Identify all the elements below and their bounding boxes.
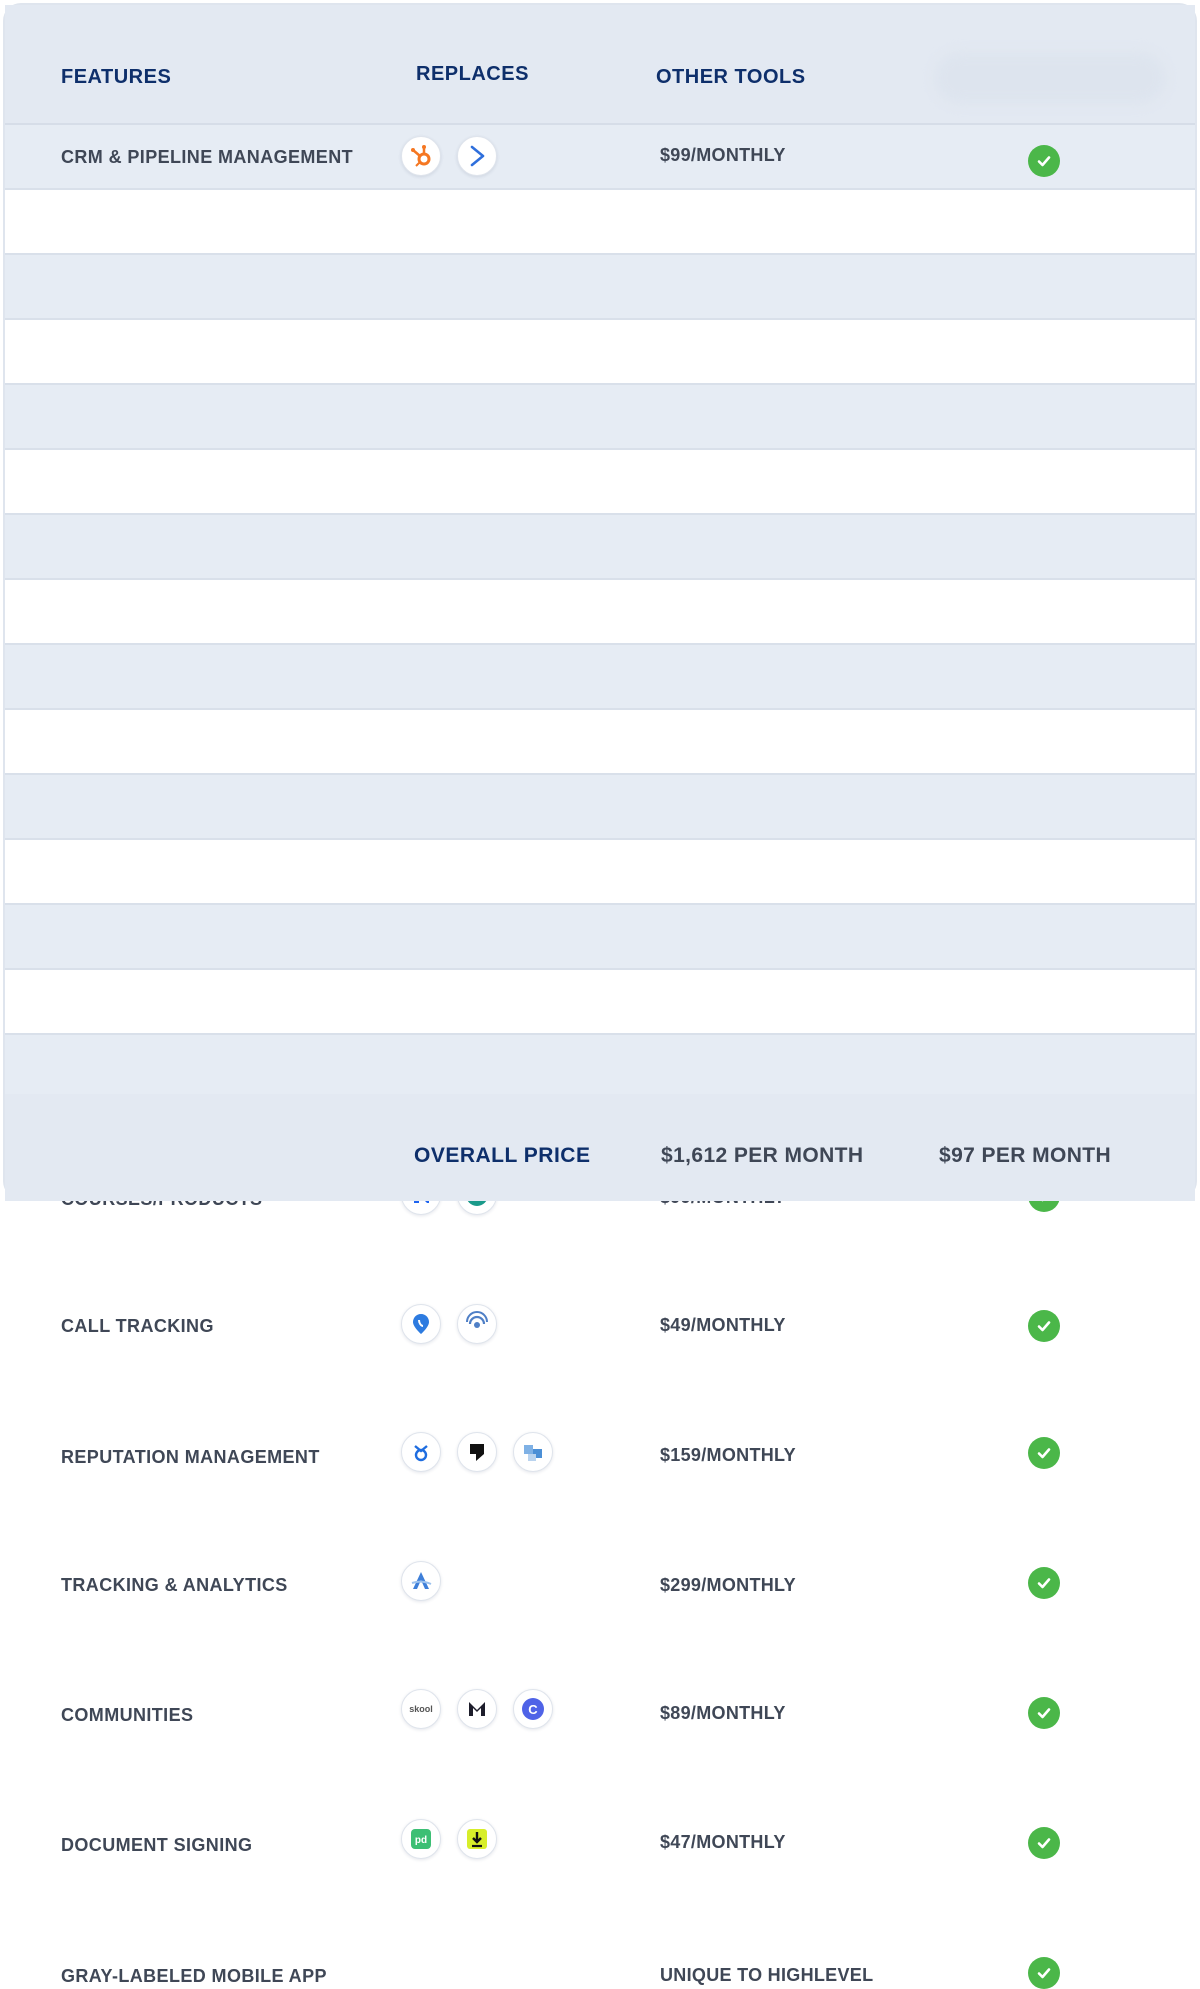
table-row — [5, 125, 1195, 190]
download-icon — [457, 1819, 497, 1859]
feature-label: GRAY-LABELED MOBILE APP — [61, 1966, 327, 1986]
header-other-tools: OTHER TOOLS — [656, 66, 806, 88]
highlevel-total: $97 PER MONTH — [939, 1144, 1112, 1167]
callrail-icon — [401, 1304, 441, 1344]
feature-label: TRACKING & ANALYTICS — [61, 1575, 288, 1595]
check-icon — [1028, 1437, 1060, 1469]
other-tools-price: $159/MONTHLY — [660, 1445, 796, 1465]
feature-label: REPUTATION MANAGEMENT — [61, 1447, 320, 1467]
table-footer — [5, 1094, 1195, 1201]
birdeye-icon — [401, 1432, 441, 1472]
replaced-tools — [401, 1304, 497, 1344]
replaced-tools — [401, 1819, 497, 1859]
comparison-table — [3, 3, 1197, 1986]
table-row — [5, 190, 1195, 255]
circle-icon — [513, 1689, 553, 1729]
activecampaign-icon — [457, 136, 497, 176]
check-icon — [1028, 1697, 1060, 1729]
feature-label: COMMUNITIES — [61, 1705, 194, 1725]
mighty-icon — [457, 1689, 497, 1729]
analytics-icon — [401, 1561, 441, 1601]
replaced-tools — [401, 1689, 553, 1729]
header-features: FEATURES — [61, 66, 172, 88]
other-tools-price: $299/MONTHLY — [660, 1575, 796, 1595]
replaced-tools — [401, 1561, 441, 1601]
other-tools-price: $49/MONTHLY — [660, 1315, 786, 1335]
other-tools-price: $47/MONTHLY — [660, 1832, 786, 1852]
overall-price-label: OVERALL PRICE — [414, 1144, 591, 1167]
other-tools-price: $99/MONTHLY — [660, 145, 786, 165]
svg-text:C: C — [528, 1702, 538, 1717]
pandadoc-icon — [401, 1819, 441, 1859]
table-row — [5, 580, 1195, 645]
check-icon — [1028, 1567, 1060, 1599]
table-header — [5, 5, 1195, 125]
check-icon — [1028, 1827, 1060, 1859]
skool-icon — [401, 1689, 441, 1729]
check-icon — [1028, 1957, 1060, 1989]
header-replaces: REPLACES — [416, 63, 529, 85]
svg-text:skool: skool — [409, 1704, 433, 1714]
feature-label: CALL TRACKING — [61, 1316, 214, 1336]
table-row — [5, 255, 1195, 320]
highlevel-logo-blur — [935, 53, 1165, 103]
other-tools-total: $1,612 PER MONTH — [661, 1144, 864, 1167]
table-row — [5, 450, 1195, 515]
podium-icon — [457, 1432, 497, 1472]
other-tools-price: $89/MONTHLY — [660, 1703, 786, 1723]
table-row — [5, 385, 1195, 450]
table-row — [5, 320, 1195, 385]
table-row — [5, 645, 1195, 710]
svg-text:pd: pd — [414, 1835, 428, 1846]
puzzle-icon — [513, 1432, 553, 1472]
hubspot-icon — [401, 136, 441, 176]
check-icon — [1028, 145, 1060, 177]
phone-ring-icon — [457, 1304, 497, 1344]
feature-label: DOCUMENT SIGNING — [61, 1835, 253, 1855]
check-icon — [1028, 1310, 1060, 1342]
replaced-tools — [401, 1432, 553, 1472]
table-row — [5, 515, 1195, 580]
other-tools-price: UNIQUE TO HIGHLEVEL — [660, 1965, 874, 1985]
replaced-tools — [401, 136, 497, 176]
feature-label: CRM & PIPELINE MANAGEMENT — [61, 147, 354, 167]
